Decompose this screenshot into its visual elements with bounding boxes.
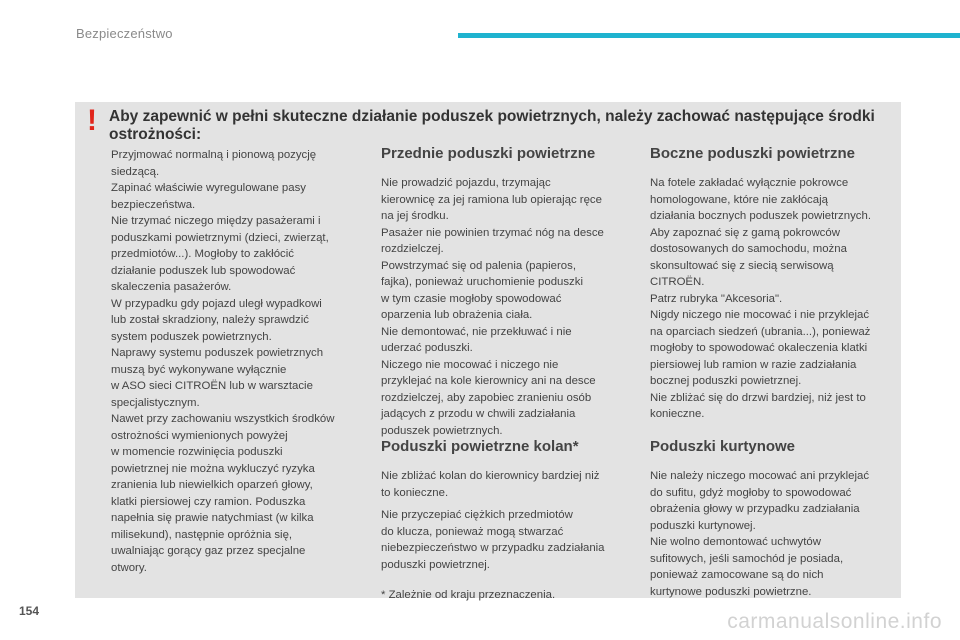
text-line: poduszek powietrznych. — [381, 424, 503, 437]
text-line: kurtynowe poduszki powietrzne. — [650, 585, 812, 598]
text-line: sufitowych, jeśli samochód je posiada, — [650, 552, 844, 565]
text-line: powietrznej nie można wykluczyć ryzyka — [111, 462, 315, 475]
side-airbags-heading: Boczne poduszki powietrzne — [650, 145, 856, 162]
general-precautions — [111, 147, 361, 576]
text-line: Nie prowadzić pojazdu, trzymając — [381, 177, 551, 189]
text-line: napełnia się prawie natychmiast (w kilka — [111, 512, 314, 524]
text-line: zranienia lub niewielkich oparzeń głowy, — [111, 479, 313, 491]
curtain-airbags-text — [650, 468, 900, 600]
text-line: na jej środku. — [381, 210, 449, 222]
text-line: piersiowej lub ramion w razie zadziałania — [650, 358, 857, 371]
text-line: kierownicę za jej ramiona lub opierając ręce — [381, 193, 602, 206]
text-line: klatki piersiowej czy ramion. Poduszka — [111, 495, 306, 508]
text-line: oparzenia lub obrażenia ciała. — [381, 309, 533, 321]
text-line: jadących z przodu w chwili zadziałania — [381, 408, 576, 420]
text-line: Pasażer nie powinien trzymać nóg na desce — [381, 226, 604, 239]
text-line: konieczne. — [650, 408, 705, 420]
text-line: CITROËN. — [650, 276, 705, 288]
knee-airbags-heading: Poduszki powietrzne kolan* — [381, 438, 579, 455]
text-line: w ASO sieci CITROËN lub w warsztacie — [111, 380, 313, 392]
text-line: Na fotele zakładać wyłącznie pokrowce — [650, 177, 849, 189]
text-line: działanie poduszek lub spowodować — [111, 264, 296, 277]
side-airbags-section — [650, 145, 900, 423]
text-line: Powstrzymać się od palenia (papieros, — [381, 259, 576, 272]
text-line: poduszki powietrznej. — [381, 558, 490, 571]
text-line: Nie wolno demontować uchwytów — [650, 536, 821, 548]
watermark: carmanualsonline.info — [727, 610, 942, 633]
knee-airbags-para2 — [381, 507, 639, 573]
text-line: Nie zbliżać się do drzwi bardziej, niż jest to — [650, 391, 866, 404]
text-line: bezpieczeństwa. — [111, 198, 196, 211]
curtain-airbags-heading: Poduszki kurtynowe — [650, 438, 796, 455]
text-line: Nigdy niczego nie mocować i nie przyklejać — [650, 309, 870, 321]
text-line: poduszkami powietrznymi (dzieci, zwierząt, — [111, 231, 329, 244]
text-line: Niczego nie mocować i niczego nie — [381, 358, 559, 371]
text-line: ponieważ zamocowane są do nich — [650, 569, 824, 581]
text-line: Aby zapoznać się z gamą pokrowców — [650, 226, 840, 239]
knee-airbags-para1 — [381, 468, 639, 501]
text-line: specjalistycznym. — [111, 396, 200, 409]
text-line: bocznej poduszki powietrznej. — [650, 375, 802, 387]
text-line: w tym czasie mogłoby spowodować — [381, 292, 562, 305]
text-line: przyklejać na kole kierownicy ani na desce — [381, 375, 596, 387]
front-airbags-heading: Przednie poduszki powietrzne — [381, 145, 596, 162]
text-line: w momencie rozwinięcia poduszki — [111, 446, 283, 458]
text-line: przedmiotów...). Mogłoby to zakłócić — [111, 248, 294, 260]
text-line: Naprawy systemu poduszek powietrznych — [111, 347, 324, 359]
text-line: dostosowanych do samochodu, można — [650, 243, 847, 255]
text-line: skaleczenia pasażerów. — [111, 281, 232, 293]
knee-airbags-section — [381, 438, 639, 604]
front-airbags-text — [381, 175, 639, 439]
text-line: milisekund), następnie opróżnia się, — [111, 528, 293, 541]
text-line: uderzać poduszki. — [381, 342, 473, 354]
text-line: działania bocznych poduszek powietrznych. — [650, 210, 871, 222]
text-line: lub został skradziony, należy sprawdzić — [111, 314, 309, 326]
side-airbags-text — [650, 175, 900, 423]
text-line: do sufitu, gdyż mogłoby to spowodować — [650, 486, 852, 499]
text-line: siedzącą. — [111, 165, 160, 178]
text-line: system poduszek powietrznych. — [111, 330, 272, 343]
text-line: Nie zbliżać kolan do kierownicy bardziej niż — [381, 470, 600, 482]
warning-title: Aby zapewnić w pełni skuteczne działanie poduszek powietrznych, należy zachować następujące środki ostrożności: — [109, 108, 875, 143]
text-line: W przypadku gdy pojazd uległ wypadkowi — [111, 297, 322, 310]
text-line: uwalniając gorący gaz przez specjalne — [111, 545, 306, 557]
text-line: rozdzielczej. — [381, 243, 444, 255]
text-line: fajka), ponieważ uruchomienie poduszki — [381, 276, 583, 288]
text-line: to konieczne. — [381, 486, 449, 499]
text-line: Nie należy niczego mocować ani przyklejać — [650, 470, 870, 482]
header-accent-bar — [458, 33, 960, 38]
text-line: homologowane, które nie zakłócają — [650, 193, 828, 206]
front-airbags-section — [381, 145, 639, 439]
text-line: skonsultować się z siecią serwisową — [650, 259, 834, 272]
text-line: Nie trzymać niczego między pasażerami i — [111, 215, 321, 227]
text-line: mogłoby to spowodować okaleczenia klatki — [650, 342, 868, 354]
text-line: otwory. — [111, 561, 147, 574]
footnote: * Zależnie od kraju przeznaczenia. — [381, 589, 556, 601]
page-number: 154 — [19, 604, 40, 618]
exclamation-icon: ! — [87, 104, 97, 137]
text-line: rozdzielczej, aby zapobiec zranieniu osób — [381, 391, 592, 404]
text-line: ostrożności wymienionych powyżej — [111, 429, 288, 442]
curtain-airbags-section — [650, 438, 900, 600]
text-line: do klucza, ponieważ mogą stwarzać — [381, 525, 564, 538]
section-title: Bezpieczeństwo — [76, 26, 173, 41]
text-line: Nie demontować, nie przekłuwać i nie — [381, 325, 572, 338]
text-line: Patrz rubryka "Akcesoria". — [650, 292, 783, 305]
text-line: na oparciach siedzeń (ubrania...), ponieważ — [650, 325, 871, 338]
general-precautions-lines — [111, 147, 361, 576]
text-line: niebezpieczeństwo w przypadku zadziałania — [381, 542, 605, 554]
text-line: Nie przyczepiać ciężkich przedmiotów — [381, 509, 573, 521]
text-line: obrażenia głowy w przypadku zadziałania — [650, 503, 860, 515]
text-line: poduszki kurtynowej. — [650, 519, 756, 532]
text-line: Zapinać właściwie wyregulowane pasy — [111, 182, 306, 194]
text-line: Nawet przy zachowaniu wszystkich środków — [111, 413, 335, 425]
text-line: muszą być wykonywane wyłącznie — [111, 363, 287, 376]
text-line: Przyjmować normalną i pionową pozycję — [111, 149, 317, 161]
